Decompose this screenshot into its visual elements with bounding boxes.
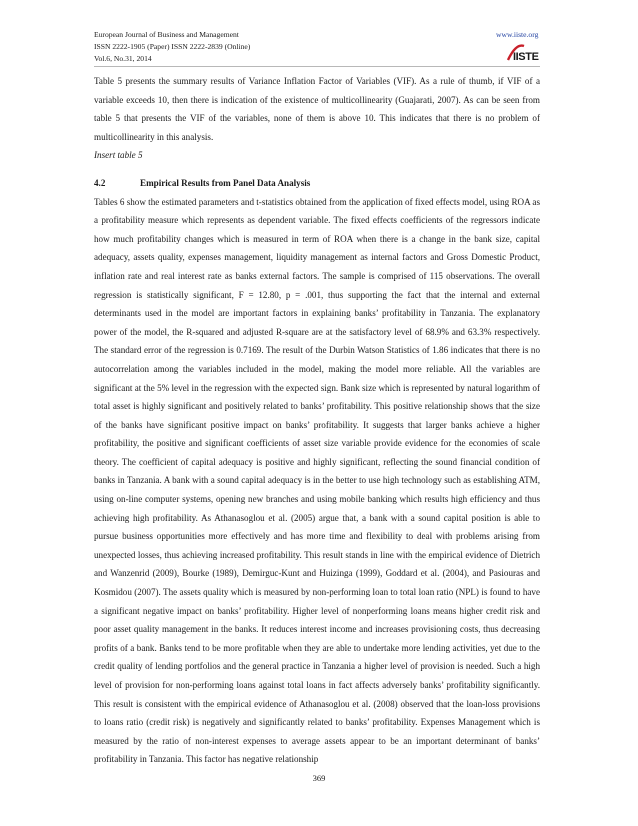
header-rule — [94, 66, 540, 67]
page-body — [94, 72, 540, 769]
section-number: 4.2 — [94, 177, 106, 188]
page-number: 369 — [312, 773, 326, 783]
journal-name: European Journal of Business and Management — [94, 30, 239, 39]
paragraph-vif: Table 5 presents the summary results of Variance Inflation Factor of Variables (VIF). As a rule of thumb, if VIF of a variable exceeds 10, then there is indication of the existence of multicollinearity (Guajarati, 2007). As can be seen from table 5 that presents the VIF of the variables, none of them is above 10. This indicates that there is no problem of multicollinearity in this analysis. — [94, 76, 540, 142]
section-title: Empirical Results from Panel Data Analysis — [140, 177, 311, 188]
svg-text:IISTE: IISTE — [513, 51, 539, 62]
insert-table-note: Insert table 5 — [94, 150, 143, 161]
iiste-logo-icon — [506, 42, 540, 62]
running-header — [94, 29, 250, 65]
website-link[interactable]: www.iiste.org — [496, 30, 539, 39]
volume-line: Vol.6, No.31, 2014 — [94, 54, 152, 63]
paragraph-results: Tables 6 show the estimated parameters and t-statistics obtained from the application of fixed effects model, using ROA as a profitability measure which represents as dependent variable. The fixed effects coefficients of the regressors indicate how much profitability changes which is measured in term of ROA when there is a change in the bank size, capital adequacy, assets quality, expenses management, liquidity management as internal factors and Gross Domestic Product, inflation rate and real interest rate as banks external factors. The sample is comprised of 115 observations. The overall regression is statistically significant, F = 12.80, p = .001, thus supporting the fact that the internal and external determinants used in the model are important factors in explaining banks’ profitability in Tanzania. The explanatory power of the model, the R-squared and adjusted R-square are at the satisfactory level of 68.9% and 63.3% respectively. The standard error of the regression is 0.7169. The result of the Durbin Watson Statistics of 1.86 indicates that there is no autocorrelation among the variables included in the model, making the model more reliable. All the variables are significant at the 5% level in the regression with the expected sign. Bank size which is represented by natural logarithm of total asset is highly significant and positively related to banks’ profitability. This positive relationship shows that the size of the banks have significant positive impact on banks’ profitability. It suggests that larger banks achieve a higher profitability, the positive and significant coefficients of asset size variable provide evidence for the economies of scale theory. The coefficient of capital adequacy is positive and highly significant, reflecting the sound financial condition of banks in Tanzania. A bank with a sound capital adequacy is in the better to use high technology such as establishing ATM, using on-line computer systems, opening new branches and using mobile banking which results high efficiency and thus achieving high profitability. As Athanasoglou et al. (2005) argue that, a bank with a sound capital position is able to pursue business opportunities more effectively and has more time and flexibility to deal with problems arising from unexpected losses, thus achieving increased profitability. This result stands in line with the empirical evidence of Dietrich and Wanzenrid (2009), Bourke (1989), Demirguc-Kunt and Huizinga (1999), Goddard et al. (2004), and Pasiouras and Kosmidou (2007). The assets quality which is measured by non-performing loan to total loan ratio (NPL) is found to have a significant negative impact on banks’ profitability. Higher level of nonperforming loans means higher credit risk and poor asset quality management in the banks. It reduces interest income and increases provisioning costs, thus decreasing profits of a bank. Banks tend to be more profitable when they are able to undertake more lending activities, yet due to the credit quality of lending portfolios and the general practice in Tanzania a higher level of provision is needed. Such a high level of provision for non-performing loans against total loans in fact affects adversely banks’ profitability significantly. This result is consistent with the empirical evidence of Athanasoglou et al. (2008) observed that the loan-loss provisions to loans ratio (credit risk) is negatively and significantly related to banks’ profitability. Expenses Management which is measured by the ratio of non-interest expenses to average assets appear to be an important determinant of banks’ profitability in Tanzania. This factor has negative relationship — [94, 196, 540, 765]
issn-line: ISSN 2222-1905 (Paper) ISSN 2222-2839 (Online) — [94, 42, 251, 51]
section-heading — [94, 174, 540, 193]
